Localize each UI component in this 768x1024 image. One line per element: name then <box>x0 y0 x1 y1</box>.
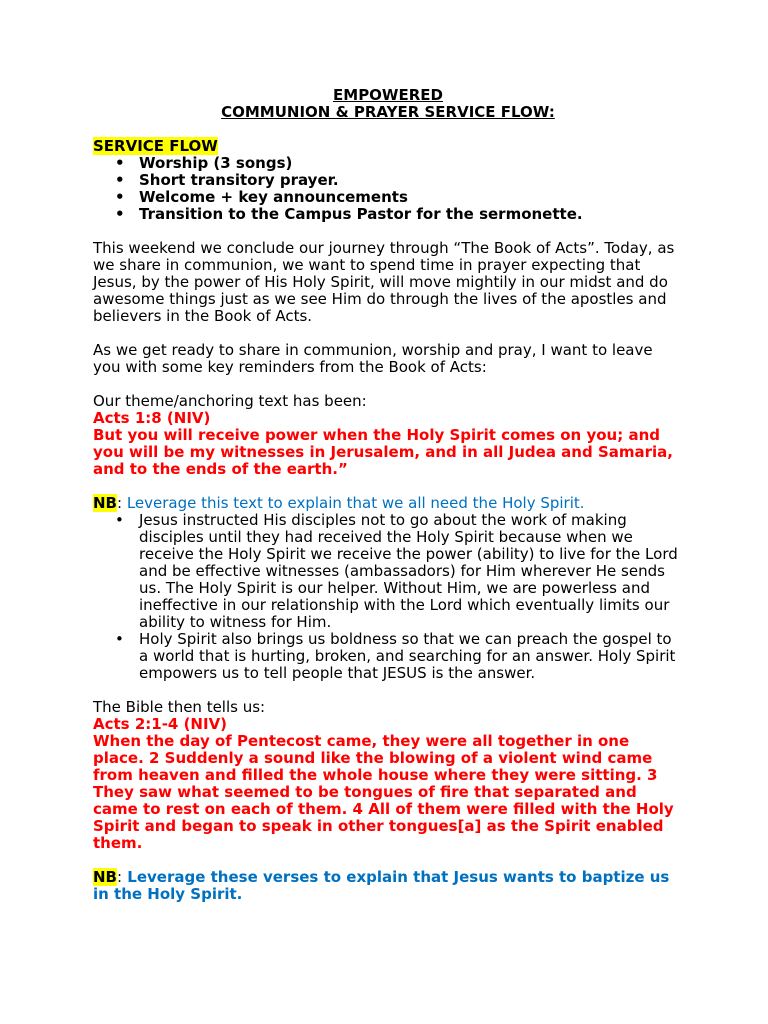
spacer <box>93 682 683 699</box>
document-page <box>93 87 683 903</box>
scripture-verse: But you will receive power when the Holy Spirit comes on you; and you will be my witnesses in Jerusalem, and in all Judea and Samaria, and to the ends of the earth.” <box>93 426 673 478</box>
nb-text: Leverage these verses to explain that Jesus wants to baptize us in the Holy Spirit. <box>93 868 670 903</box>
spacer <box>93 121 683 138</box>
nb-label: NB <box>93 494 117 512</box>
service-flow-list <box>93 155 683 223</box>
intro-paragraph: As we get ready to share in communion, worship and pray, I want to leave you with some key reminders from the Book of Acts: <box>93 341 653 376</box>
document-subtitle: COMMUNION & PRAYER SERVICE FLOW: <box>221 103 555 121</box>
service-flow-heading-text: SERVICE FLOW <box>93 137 218 155</box>
scripture-reference: Acts 1:8 (NIV) <box>93 409 211 427</box>
intro-paragraph: This weekend we conclude our journey through “The Book of Acts”. Today, as we share in communion, we want to spend time in prayer expecting that Jesus, by the power of His Holy Spirit, will move mightily in our midst and do awesome things just as we see Him do through the lives of the apostles and believers in the Book of Acts. <box>93 239 675 325</box>
nb-note <box>93 869 683 903</box>
service-flow-item: • Welcome + key announcements <box>93 189 683 206</box>
nb-label: NB <box>93 868 117 886</box>
service-flow-item: • Short transitory prayer. <box>93 172 683 189</box>
nb-colon: : <box>117 494 123 512</box>
spacer <box>93 478 683 495</box>
service-flow-heading <box>93 138 683 155</box>
service-flow-item: • Transition to the Campus Pastor for the sermonette. <box>93 206 683 223</box>
scripture-reference: Acts 2:1-4 (NIV) <box>93 715 228 733</box>
nb-colon: : <box>117 868 123 886</box>
spacer <box>93 852 683 869</box>
nb-text: Leverage this text to explain that we all need the Holy Spirit. <box>122 494 585 512</box>
section-lead: The Bible then tells us: <box>93 698 266 716</box>
explanation-item: • Holy Spirit also brings us boldness so that we can preach the gospel to a world that is hurting, broken, and searching for an answer. Holy Spirit empowers us to tell people that JESUS is the answer. <box>93 631 683 682</box>
scripture-verse: When the day of Pentecost came, they were all together in one place. 2 Suddenly a sound like the blowing of a violent wind came from heaven and filled the whole house where they were sitting. 3 They saw what seemed to be tongues of fire that separated and came to rest on each of them. 4 All of them were filled with the Holy Spirit and began to speak in other tongues[a] as the Spirit enabled them. <box>93 732 674 852</box>
spacer <box>93 223 683 240</box>
spacer <box>93 325 683 342</box>
section-lead: Our theme/anchoring text has been: <box>93 392 367 410</box>
explanation-item: • Jesus instructed His disciples not to go about the work of making disciples until they had received the Holy Spirit because when we receive the Holy Spirit we receive the power (ability) to live for the Lord and be effective witnesses (ambassadors) for Him wherever He sends us. The Holy Spirit is our helper. Without Him, we are powerless and ineffective in our relationship with the Lord which eventually limits our ability to witness for Him. <box>93 512 683 631</box>
spacer <box>93 376 683 393</box>
document-title: EMPOWERED <box>333 86 443 104</box>
explanation-list <box>93 512 683 682</box>
nb-note <box>93 495 683 512</box>
service-flow-item: • Worship (3 songs) <box>93 155 683 172</box>
